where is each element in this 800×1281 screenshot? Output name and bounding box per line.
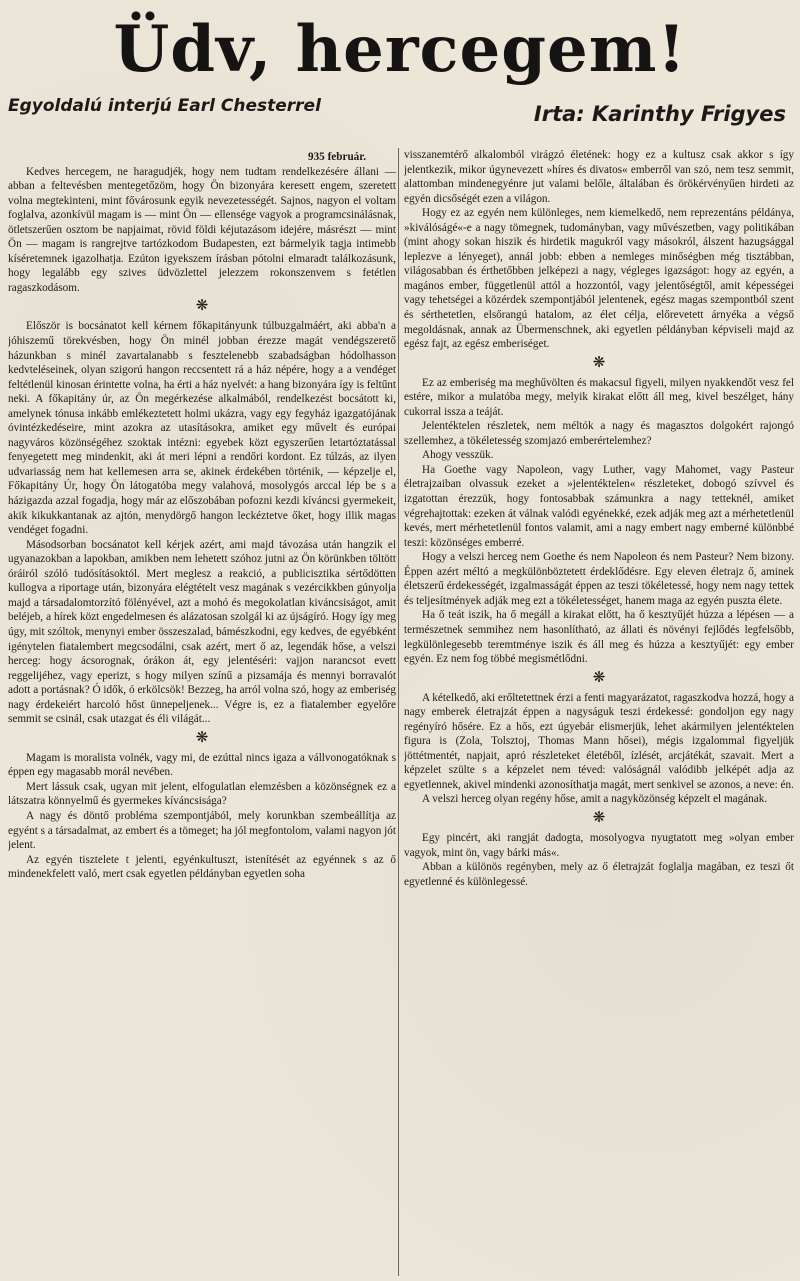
- paragraph: Ha ő teát iszik, ha ő megáll a kirakat előtt, ha ő kesztyűjét húzza a lépésen — a természetnek semmihez nem hasonlítható, az állati és növényi fejlődés legfelsőbb, legkülönlegesebb teremtménye iszik és áll meg és húzza a kesztyűjét: egy ember egyén. Ez nem fog többé megismétlődni.: [404, 609, 794, 666]
- paragraph: Ez az emberiség ma meghűvölten és makacsul figyeli, milyen nyakkendőt vesz fel estére, mikor a mulatóba megy, melyik kirakat előtt áll meg, kivel beszélget, hány cukorral issza a teáját.: [404, 376, 794, 418]
- paragraph: A nagy és döntő probléma szempontjából, mely korunkban szembeállítja az egyént s a társadalmat, az embert és a tömeget; ha jól megfontolom, valami nagyon jót jelent.: [8, 809, 396, 852]
- paragraph: Másodsorban bocsánatot kell kérjek azért, ami majd távozása után hangzik el ugyanazokban a lapokban, amikben nem lehetett szóhoz jutni az Ön körünkben töltött óráiról szóló tudósításoktól. Mert meglesz a reakció, a publicisztika sértődötten kullogva a riportage után, bizonyára elégtételt vesz magának s vezércikkben gúnyolja majd a társadalomtorzító fölényével, azt a mohó és megokolatlan kiváncsiságot, amit beléjeb, a hírek közt engedelmesen és alázatosan szolgál ki az újságíró. Hogy így meg úgy, mit szóltok, menynyi ember összeszalad, bámészkodni, egy kedves, de egyébként igénytelen fiatalembert megcsodálni, csak azért, mert ő az, legendák hőse, a velszi herceg: hogy ácsorognak, órákon át, egy jelentéséri: vajjon narancsot evett reggelijéhez, vagy eperizt, s hogy milyen színű a pizsamája és mennyi borravalót adott a portásnak? Ó idők, ó erkölcsök! Bezzeg, ha arról volna szó, hogy az emberiség nagy érdekeiért harcoló hőst ünnepeljenek... Végre is, ez a fiatalember egyelőre semmit se csinál, csak utazgat és éli világát...: [8, 538, 396, 726]
- paragraph: Hogy ez az egyén nem különleges, nem kiemelkedő, nem reprezentáns példánya, »kiválóságé«-e a nagy tömegnek, tudományban, vagy művészetben, vagy politikában (mint ahogy sokan hiszik és hirdetik magukról vagy másokról, álszent hazugsággal leplezve a lényeget), annál jobb: ebben a nemleges minőségben még tisztábban, világosabban és érthetőbben jelképezi a nagy, végleges igazságot: hogy az egyén, a magános ember, függetlenül attól a hozzontól, vagy jelentőségtől, amit képességei vagy tehetségei a közérdek szempontjából jelentenek, egész magas szempontból szent és sérthetetlen, elsőrangú hatalom, az élet célja, előrevetett árnyéka a végső megoldásnak, annak az Übermenschnek, aki egyetlen példányban képviseli majd az egész fajt, az egész emberiséget.: [404, 207, 794, 351]
- left-column: [8, 150, 396, 1278]
- paragraph: A kételkedő, aki erőltetettnek érzi a fenti magyarázatot, ragaszkodva hozzá, hogy a nagy emberek életrajzát éppen a nagyságuk teszi érdekessé: gondoljon egy nagy regényíró hősére. Ez a hős, ezt úgyebár elismerjük, lehet akármilyen jelentéktelen figura is (Zola, Tolsztoj, Thomas Mann hősei), mégis izgalommal figyeljük jöttétmentét, napjait, apró részleteket életéből, ízlését, arcjátékát, szavait. Mert a képzelet szülte s a képzelet nem téved: valóságnál valódibb jelképét adja az egyetlennek, akivel mindenki azonosíthatja magát, mert senkivel se azonos, a neve: én.: [404, 691, 794, 791]
- column-divider: [398, 148, 399, 1276]
- asterism-separator: ❋: [195, 729, 209, 746]
- paragraph: Abban a különös regényben, mely az ő életrajzát foglalja magában, ez teszi őt egyetlenné és különlegessé.: [404, 861, 794, 888]
- paragraph: Először is bocsánatot kell kérnem főkapitányunk túlbuzgalmáért, aki abba'n a jóhiszemű törekvésben, hogy Ön minél jobban érezze magát vendégszerető házunkban s minél zavartalanabb s fesztelenebb szabadságban hódolhasson kedvteléseinek, olyan szigorú hangon reccsentett rá a ház népére, hogy a a vendéget feltétlenül kinosan érintette volna, ha érti a ház nyelvét: a hang bizonyára így is feltűnt neki. A főkapitány úr, az Ön megérkezése alkalmából, rendelkezést bocsátott ki, amelynek tónusa inkább emlékeztetett holmi ukázra, vagy egy fegyház igazgatójának óvintézkedéseire, mint azokra az utasításokra, amiket egy művelt és európai nagyváros közönségéhez szoktak intézni: egyebek közt egyszerűen letartóztatással fenyegetett meg mindenkit, aki át meri lépni a rendőri kordont. Ez túlzás, az ilyen udvariasság nem hat kellemesen arra se, akinek érdekében történik, — képzelje el, Főkapitány Úr, hogy Ön látogatóba megy valahová, mosolygós arccal lép be s a házigazda azzal fogadja, hogy már az előszobában pofozni kezdi kíváncsi gyermekeit, akik kikukkantanak az ajtón, menydörgő hangon leckéztetve őket, hogy illik magas vendéget fogadni.: [8, 320, 396, 537]
- right-column: [404, 148, 794, 1276]
- asterism-separator: ❋: [592, 354, 606, 371]
- paragraph: visszanemtérő alkalomból virágzó életének: hogy ez a kultusz csak akkor s így jelentkezik, mikor úgynevezett »híres és divatos« emberről van szó, nem tesz semmit, alattomban mindenegyénre jut valami belőle, általában és örökérvényűen hirdeti az egyén dicsőségét ezen a világon.: [404, 149, 794, 205]
- headline: Üdv, hercegem!: [113, 12, 687, 87]
- dateline: 935 február.: [307, 151, 366, 163]
- subtitle: Egyoldalú interjú Earl Chesterrel: [8, 96, 321, 116]
- asterism-separator: ❋: [195, 298, 209, 315]
- paragraph: Jelentéktelen részletek, nem méltók a nagy és magasztos dolgokért rajongó szellemhez, a tökéletesség szomjazó emberértelemhez?: [404, 420, 794, 447]
- asterism-separator: ❋: [592, 669, 606, 686]
- paragraph: Egy pincért, aki rangját dadogta, mosolyogva nyugtatott meg »olyan ember vagyok, mint ön, vagy bárki más«.: [404, 831, 794, 859]
- paragraph: A velszi herceg olyan regény hőse, amit a nagyközönség képzelt el magának.: [422, 793, 768, 806]
- paragraph: Ahogy vesszük.: [422, 449, 494, 462]
- paragraph: Az egyén tisztelete t jelenti, egyénkultuszt, istenítését az egyénnek s az ő mindenekfelett való, mert csak egyetlen példányban egyetlen soha: [8, 853, 396, 881]
- paragraph: Hogy a velszi herceg nem Goethe és nem Napoleon és nem Pasteur? Nem bizony. Éppen azért méltó a megkülönböztetett érdeklődésre. Egy eleven életrajz ő, aminek életszerű érdekességét, izgalmasságát éppen az teszi tökéletessé, hogy nem nagy tettek és teljesítmények adják meg ezt a tökéletességet, hanem maga az egyén puszta élete.: [404, 551, 794, 607]
- byline: Irta: Karinthy Frigyes: [533, 102, 786, 126]
- paragraph: Kedves hercegem, ne haragudjék, hogy nem tudtam rendelkezésére állani — abban a feltevésben mentegetőzöm, hogy Ön bizonyára keresett engem, szeretett volna megtekinteni, mint fővárosunk egyik nevezetességét. Sajnos, nagyon el voltam foglalva, azonkívül magam is — mint Ön — ellensége vagyok a programcsinálásnak, ötletszerűen osztom be napjaimat, rövid földi kéjutazásom idejére, másrészt — mint Ön — magam is rangrejtve tartózkodom Budapesten, ezt bármelyik tagja intimebb kíséretemnek igazolhatja. Ezúton igyekszem írásban pótolni elmaradt találkozásunk, hogy legalább egy szives üdvözlettel jelezzem rokonszenvem s fetétlen ragaszkodásom.: [8, 165, 396, 294]
- paragraph: Magam is moralista volnék, vagy mi, de ezúttal nincs igaza a vállvonogatóknak s éppen egy magasabb morál nevében.: [8, 751, 396, 779]
- paragraph: Ha Goethe vagy Napoleon, vagy Luther, vagy Mahomet, vagy Pasteur életrajzaiban olvassuk ezeket a »jelentéktelen« részleteket, dobogó szívvel és izgatottan érezzük, hogy fontosabbak számunkra a nagy tetteknél, amiket végrehajtottak: ezeken át válnak valódi egyénekké, ezek adják meg azt a mérhetetlenül kevés, mert mérhetetlenül fontos valamit, ami a nagy embert nagy emberné különbbé teszi: közönséges emberré.: [404, 463, 794, 549]
- paragraph: Mert lássuk csak, ugyan mit jelent, elfogulatlan elemzésben a közönségnek ez a látszatra könnyelmű és gyermekes kíváncsisága?: [8, 780, 396, 808]
- asterism-separator: ❋: [592, 809, 606, 826]
